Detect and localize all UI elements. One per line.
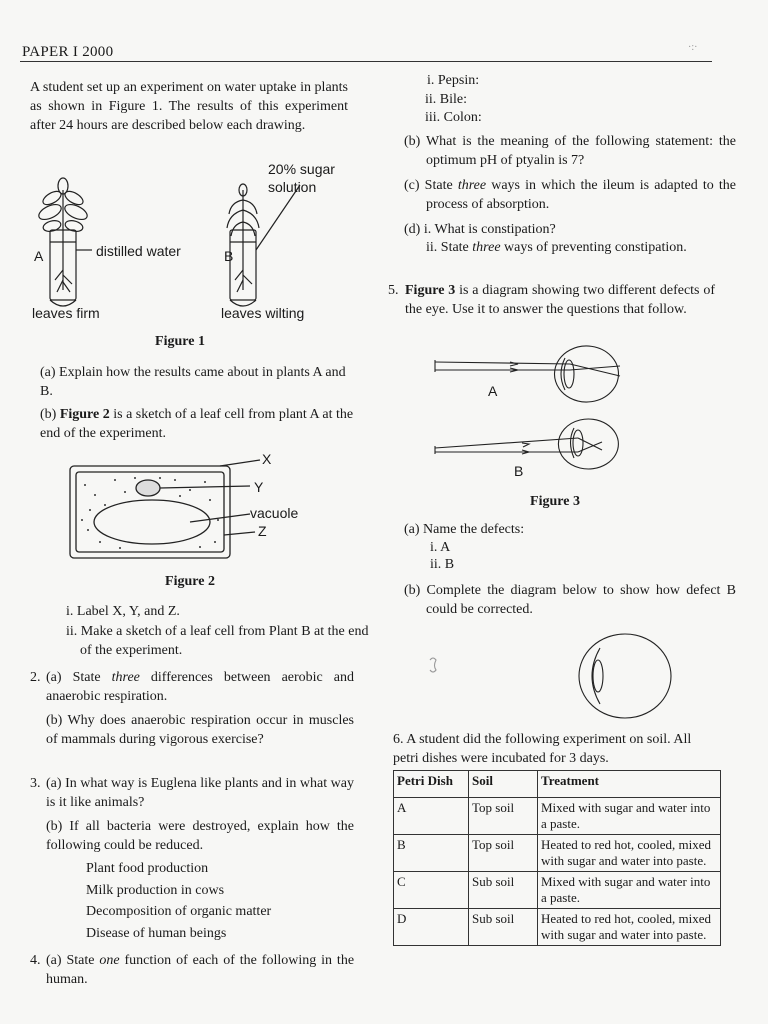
soil-table: [393, 770, 721, 946]
header-rule: [20, 61, 712, 62]
question-4a-list: [425, 72, 482, 128]
figure-1-label-b: B: [224, 248, 234, 264]
question-2a-rest: differences between aerobic and anaerobic respiration.: [46, 670, 355, 704]
figure-3-reference: Figure 3: [405, 283, 456, 298]
list-item: ii. B: [430, 557, 455, 572]
question-3b-list: [86, 858, 271, 944]
table-header-row: [394, 771, 721, 798]
cell-treatment: Mixed with sugar and water into a paste.: [538, 798, 721, 835]
list-item: Disease of human beings: [86, 925, 227, 941]
intro-text: A student set up an experiment on water uptake in plants as shown in Figure 1. The results of this experiment after 24 hours are described below each drawing.: [30, 80, 348, 133]
cell-soil: Top soil: [469, 798, 538, 835]
cell-treatment: Heated to red hot, cooled, mixed with sugar and water into paste.: [538, 835, 721, 872]
question-4c-lead: (c) State: [404, 178, 453, 193]
question-4a-rest: function of each of the following in the human.: [46, 953, 355, 987]
question-4c: [404, 176, 736, 214]
label-y: Y: [254, 479, 264, 495]
question-4d-ii-emphasis: three: [472, 240, 501, 255]
list-item: iii. Colon:: [425, 110, 482, 125]
figure-2-caption: Figure 2: [165, 574, 215, 589]
figure-3-label-a: A: [488, 383, 498, 399]
question-2a: [46, 668, 354, 706]
question-4-number: 4.: [30, 953, 41, 968]
list-item: i. A: [430, 540, 451, 555]
label-z: Z: [258, 523, 267, 539]
question-4c-rest: ways in which the ileum is adapted to the process of absorption.: [426, 178, 737, 212]
question-4d-ii-lead: ii. State: [426, 240, 469, 255]
figure-1-caption: Figure 1: [155, 334, 205, 349]
cell-soil: Sub soil: [469, 909, 538, 946]
question-3b: (b) If all bacteria were destroyed, explain how the following could be reduced.: [46, 819, 354, 853]
distilled-water-label: distilled water: [96, 243, 181, 259]
header-treatment: Treatment: [538, 771, 721, 798]
question-4a-emphasis: one: [99, 953, 120, 968]
list-item: Milk production in cows: [86, 882, 225, 898]
question-5a-list: [430, 539, 454, 573]
label-x: X: [262, 451, 272, 467]
question-4c-emphasis: three: [457, 178, 487, 193]
table-row: [394, 909, 721, 946]
question-2a-emphasis: three: [111, 670, 140, 685]
table-row: [394, 835, 721, 872]
result-b-text: leaves wilting: [221, 305, 305, 321]
cell-soil: Sub soil: [469, 872, 538, 909]
table-row: [394, 798, 721, 835]
list-item: ii. Bile:: [425, 91, 467, 107]
figure-1-label-a: A: [34, 248, 44, 264]
figure-3-label-b: B: [514, 463, 524, 479]
question-1b: [40, 405, 356, 443]
cell-dish: C: [394, 872, 469, 909]
question-3a: (a) In what way is Euglena like plants and in what way is it like animals?: [46, 776, 354, 810]
question-5b: (b) Complete the diagram below to show how defect B could be corrected.: [404, 583, 736, 617]
cell-dish: D: [394, 909, 469, 946]
figure-3-caption: Figure 3: [530, 494, 580, 509]
cell-dish: B: [394, 835, 469, 872]
figure-2-reference: Figure 2: [59, 407, 110, 422]
question-4b: (b) What is the meaning of the following statement: the optimum pH of ptyalin is 7?: [404, 134, 736, 168]
list-item: Decomposition of organic matter: [86, 904, 272, 919]
question-5-number: 5.: [388, 283, 399, 298]
question-1b-text: is a sketch of a leaf cell from plant A at the end of the experiment.: [40, 407, 354, 441]
question-4d-i: (d) i. What is constipation?: [404, 222, 556, 237]
list-item: i. Pepsin:: [427, 73, 480, 88]
question-5a: (a) Name the defects:: [404, 522, 525, 537]
question-4d-ii: [426, 238, 732, 257]
question-3-number: 3.: [30, 776, 41, 791]
cell-treatment: Heated to red hot, cooled, mixed with sugar and water into paste.: [538, 909, 721, 946]
question-5-text: is a diagram showing two different defects of the eye. Use it to answer the questions that follow.: [405, 283, 716, 317]
header-soil: Soil: [469, 771, 538, 798]
corner-mark: ·:·: [688, 42, 698, 53]
cell-treatment: Mixed with sugar and water into a paste.: [538, 872, 721, 909]
question-2b: (b) Why does anaerobic respiration occur in muscles of mammals during vigorous exercise?: [46, 713, 354, 747]
sugar-label: [268, 160, 335, 196]
sugar-label-line-2: solution: [268, 179, 317, 195]
vacuole-label: vacuole: [250, 505, 299, 521]
list-item: Plant food production: [86, 861, 209, 876]
question-2-number: 2.: [30, 670, 41, 685]
question-1b-ii: ii. Make a sketch of a leaf cell from Plant B at the end of the experiment.: [66, 624, 369, 658]
header-petri-dish: Petri Dish: [394, 771, 469, 798]
question-1b-label: (b): [40, 407, 57, 422]
sugar-label-line-1: 20% sugar: [268, 161, 335, 177]
question-5: [405, 281, 715, 319]
question-4a-lead: (a) State: [46, 953, 95, 968]
cell-dish: A: [394, 798, 469, 835]
result-a-text: leaves firm: [32, 305, 100, 321]
question-1a: (a) Explain how the results came about in plants A and B.: [40, 365, 346, 399]
question-4d-ii-rest: ways of preventing constipation.: [504, 240, 687, 255]
page-header: PAPER I 2000: [22, 44, 114, 60]
blank-eye-diagram: [420, 630, 680, 725]
question-4a: [46, 951, 354, 989]
question-6: 6. A student did the following experiment on soil. All petri dishes were incubated for 3 days.: [393, 732, 692, 766]
cell-soil: Top soil: [469, 835, 538, 872]
question-2a-lead: (a) State: [46, 670, 101, 685]
table-row: [394, 872, 721, 909]
figure-3-diagram: [430, 340, 660, 490]
question-1b-i: i. Label X, Y, and Z.: [66, 604, 180, 619]
